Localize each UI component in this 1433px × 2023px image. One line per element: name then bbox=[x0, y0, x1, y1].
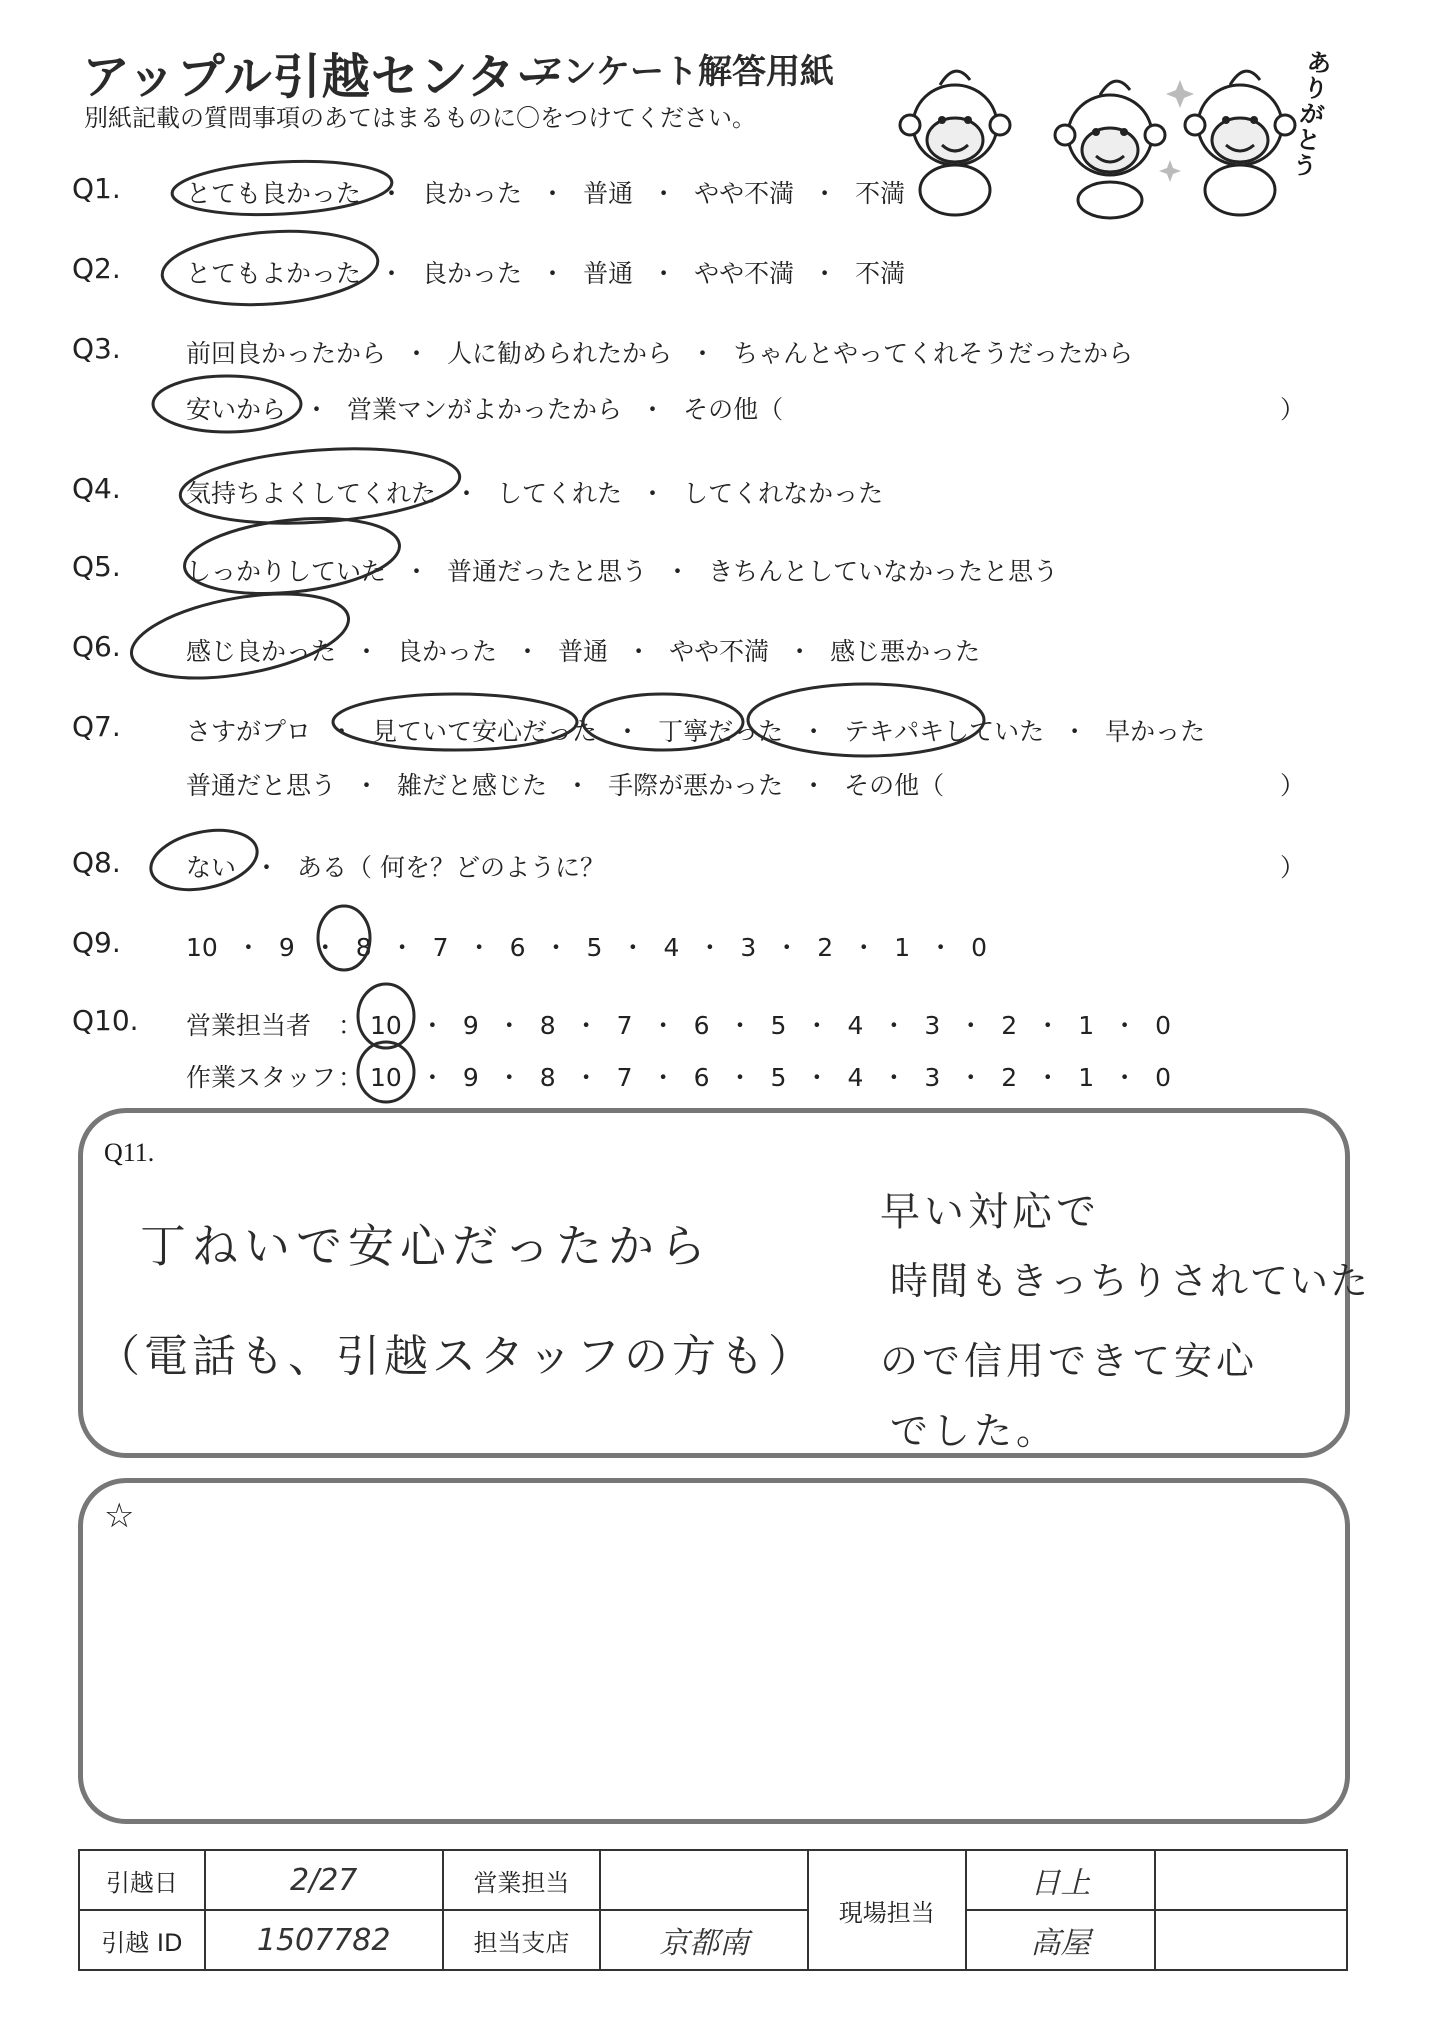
q7-option[interactable]: 早かった bbox=[1105, 717, 1206, 746]
q4-label: Q4. bbox=[72, 472, 121, 505]
q5-options: しっかりしていた ・ 普通だったと思う ・ きちんとしていなかったと思う bbox=[186, 552, 1058, 588]
q7-option[interactable]: さすがプロ bbox=[186, 717, 312, 746]
document-type: アンケート解答用紙 bbox=[530, 52, 834, 92]
q11-answer-right-4: でした。 bbox=[890, 1409, 1059, 1453]
q10-option[interactable]: 8 bbox=[539, 1063, 556, 1092]
q2-options: とてもよかった ・ 良かった ・ 普通 ・ やや不満 ・ 不満 bbox=[186, 254, 905, 290]
q2-option[interactable]: 普通 bbox=[583, 259, 634, 288]
q10-option[interactable]: 3 bbox=[924, 1063, 941, 1092]
q9-option[interactable]: 5 bbox=[586, 933, 603, 962]
q2-option[interactable]: 不満 bbox=[855, 259, 906, 288]
mascot-caption: ありがとう bbox=[1290, 47, 1334, 182]
q10-option[interactable]: 5 bbox=[770, 1063, 787, 1092]
q11-answer-right-1: 早い対応で bbox=[880, 1189, 1100, 1235]
q9-option[interactable]: 7 bbox=[432, 933, 449, 962]
q2-option[interactable]: 良かった bbox=[422, 259, 523, 288]
q10-colon: ： bbox=[338, 1063, 364, 1092]
site-staff-2: 高屋 bbox=[966, 1910, 1156, 1970]
q10-row-sales-scale: 10 ・ 9 ・ 8 ・ 7 ・ 6 ・ 5 ・ 4 ・ 3 ・ 2 ・ 1 ・ 0 bbox=[370, 1011, 1172, 1040]
q10-option[interactable]: 0 bbox=[1155, 1011, 1172, 1040]
q8-option[interactable]: ある（ 何を？どのように？ bbox=[297, 853, 605, 882]
q10-option[interactable]: 3 bbox=[924, 1011, 941, 1040]
q10-option[interactable]: 2 bbox=[1001, 1063, 1018, 1092]
site-staff-1: 日上 bbox=[966, 1850, 1156, 1910]
q3-option[interactable]: 人に勧められたから bbox=[447, 339, 673, 368]
q7-option[interactable]: 丁寧だった bbox=[658, 717, 784, 746]
q7-options-line2: 普通だと思う ・ 雑だと感じた ・ 手際が悪かった ・ その他（ bbox=[186, 766, 944, 802]
q1-option[interactable]: 良かった bbox=[422, 179, 523, 208]
move-date-label: 引越日 bbox=[79, 1850, 205, 1910]
q7-option[interactable]: その他（ bbox=[844, 771, 945, 800]
star-icon: ☆ bbox=[104, 1496, 135, 1536]
q6-option[interactable]: 感じ良かった bbox=[186, 637, 337, 666]
q11-answer-left-2: （電話も、引越スタッフの方も） bbox=[96, 1331, 816, 1382]
q9-option[interactable]: 10 bbox=[186, 933, 218, 962]
q3-label: Q3. bbox=[72, 332, 121, 365]
q6-option[interactable]: 感じ悪かった bbox=[830, 637, 981, 666]
q1-options: とても良かった ・ 良かった ・ 普通 ・ やや不満 ・ 不満 bbox=[186, 174, 905, 210]
q7-option[interactable]: テキパキしていた bbox=[844, 717, 1045, 746]
sales-label: 営業担当 bbox=[443, 1850, 601, 1910]
q8-label: Q8. bbox=[72, 846, 121, 879]
monkey-mascots-icon bbox=[880, 40, 1340, 220]
q7-options-line1: さすがプロ ・ 見ていて安心だった ・ 丁寧だった ・ テキパキしていた ・ 早かった bbox=[186, 712, 1205, 748]
q10-option[interactable]: 1 bbox=[1078, 1063, 1095, 1092]
q10-option[interactable]: 7 bbox=[616, 1063, 633, 1092]
q10-row-staff-scale: 10 ・ 9 ・ 8 ・ 7 ・ 6 ・ 5 ・ 4 ・ 3 ・ 2 ・ 1 ・ 0 bbox=[370, 1063, 1172, 1092]
q7-option[interactable]: 手際が悪かった bbox=[608, 771, 784, 800]
q7-label: Q7. bbox=[72, 710, 121, 743]
q3-options-line1: 前回良かったから ・ 人に勧められたから ・ ちゃんとやってくれそうだったから bbox=[186, 334, 1133, 370]
sales-value bbox=[600, 1850, 808, 1910]
q3-option[interactable]: 前回良かったから bbox=[186, 339, 387, 368]
q10-option[interactable]: 2 bbox=[1001, 1011, 1018, 1040]
q8-option[interactable]: ない bbox=[186, 853, 237, 882]
q9-option[interactable]: 8 bbox=[355, 933, 372, 962]
q9-option[interactable]: 1 bbox=[894, 933, 911, 962]
mascot-illustration bbox=[880, 40, 1340, 220]
q7-option[interactable]: 見ていて安心だった bbox=[372, 717, 598, 746]
q10-option[interactable]: 7 bbox=[616, 1011, 633, 1040]
q2-option[interactable]: とてもよかった bbox=[186, 259, 362, 288]
q5-option[interactable]: しっかりしていた bbox=[186, 557, 387, 586]
q9-scale: 10 ・ 9 ・ 8 ・ 7 ・ 6 ・ 5 ・ 4 ・ 3 ・ 2 ・ 1 ・ 0 bbox=[186, 933, 988, 962]
instructions: 別紙記載の質問事項のあてはまるものに〇をつけてください。 bbox=[84, 104, 756, 132]
q1-label: Q1. bbox=[72, 172, 121, 205]
q11-label: Q11. bbox=[104, 1138, 155, 1167]
q9-option[interactable]: 4 bbox=[663, 933, 680, 962]
q9-option[interactable]: 3 bbox=[740, 933, 757, 962]
q4-options: 気持ちよくしてくれた ・ してくれた ・ してくれなかった bbox=[186, 474, 883, 510]
q6-option[interactable]: 良かった bbox=[397, 637, 498, 666]
branch-value: 京都南 bbox=[600, 1910, 808, 1970]
q1-option[interactable]: 普通 bbox=[583, 179, 634, 208]
q1-option[interactable]: とても良かった bbox=[186, 179, 362, 208]
q9-option[interactable]: 6 bbox=[509, 933, 526, 962]
q5-label: Q5. bbox=[72, 550, 121, 583]
q8-close-paren: ） bbox=[1280, 853, 1306, 882]
q6-label: Q6. bbox=[72, 630, 121, 663]
q10-option[interactable]: 6 bbox=[693, 1011, 710, 1040]
q10-option[interactable]: 1 bbox=[1078, 1011, 1095, 1040]
q3-option[interactable]: ちゃんとやってくれそうだったから bbox=[733, 339, 1134, 368]
q6-option[interactable]: 普通 bbox=[558, 637, 609, 666]
q10-option[interactable]: 8 bbox=[539, 1011, 556, 1040]
q6-options: 感じ良かった ・ 良かった ・ 普通 ・ やや不満 ・ 感じ悪かった bbox=[186, 632, 980, 668]
q4-option[interactable]: 気持ちよくしてくれた bbox=[186, 479, 437, 508]
comment-box[interactable] bbox=[78, 1478, 1350, 1824]
q10-option[interactable]: 10 bbox=[370, 1063, 402, 1092]
q10-option[interactable]: 4 bbox=[847, 1063, 864, 1092]
q5-option[interactable]: きちんとしていなかったと思う bbox=[708, 557, 1059, 586]
q9-option[interactable]: 0 bbox=[971, 933, 988, 962]
q5-option[interactable]: 普通だったと思う bbox=[447, 557, 648, 586]
q7-close-paren: ） bbox=[1280, 771, 1306, 800]
move-id-value: 1507782 bbox=[205, 1910, 443, 1970]
q10-option[interactable]: 9 bbox=[462, 1063, 479, 1092]
q10-option[interactable]: 0 bbox=[1155, 1063, 1172, 1092]
q10-option[interactable]: 10 bbox=[370, 1011, 402, 1040]
branch-label: 担当支店 bbox=[443, 1910, 601, 1970]
q1-option[interactable]: やや不満 bbox=[694, 179, 795, 208]
q9-option[interactable]: 2 bbox=[817, 933, 834, 962]
q9-option[interactable]: 9 bbox=[278, 933, 295, 962]
move-date-value: 2/27 bbox=[205, 1850, 443, 1910]
q9-label: Q9. bbox=[72, 926, 121, 959]
q3-option[interactable]: 安いから bbox=[186, 395, 287, 424]
q10-row-sales-name: 営業担当者 bbox=[186, 1011, 312, 1040]
q1-option[interactable]: 不満 bbox=[855, 179, 906, 208]
q8-options: ない ・ ある（ 何を？どのように？ bbox=[186, 848, 605, 884]
q11-answer-right-2: 時間もきっちりされていた bbox=[890, 1259, 1371, 1303]
site-staff-extra-2 bbox=[1155, 1910, 1347, 1970]
brand-title: アップル引越センター bbox=[82, 49, 565, 105]
q3-options-line2: 安いから ・ 営業マンがよかったから ・ その他（ bbox=[186, 390, 783, 426]
site-staff-label: 現場担当 bbox=[808, 1850, 966, 1970]
q10-colon: ： bbox=[338, 1011, 364, 1040]
q10-option[interactable]: 4 bbox=[847, 1011, 864, 1040]
q10-row-staff-name: 作業スタッフ bbox=[186, 1063, 337, 1092]
footer-table bbox=[78, 1849, 1348, 1971]
q11-answer-right-3: ので信用できて安心 bbox=[880, 1339, 1259, 1383]
q7-option[interactable]: 普通だと思う bbox=[186, 771, 337, 800]
site-staff-extra-1 bbox=[1155, 1850, 1347, 1910]
q2-option[interactable]: やや不満 bbox=[694, 259, 795, 288]
q3-option[interactable]: 営業マンがよかったから bbox=[347, 395, 623, 424]
q10-label: Q10. bbox=[72, 1004, 139, 1037]
q10-option[interactable]: 9 bbox=[462, 1011, 479, 1040]
q3-option[interactable]: その他（ bbox=[683, 395, 784, 424]
q3-close-paren: ） bbox=[1280, 395, 1306, 424]
q11-answer-left-1: 丁ねいで安心だったから bbox=[140, 1219, 712, 1273]
q10-option[interactable]: 6 bbox=[693, 1063, 710, 1092]
q7-option[interactable]: 雑だと感じた bbox=[397, 771, 548, 800]
move-id-label: 引越 ID bbox=[79, 1910, 205, 1970]
q4-option[interactable]: してくれなかった bbox=[683, 479, 884, 508]
q4-option[interactable]: してくれた bbox=[497, 479, 623, 508]
q6-option[interactable]: やや不満 bbox=[669, 637, 770, 666]
q10-option[interactable]: 5 bbox=[770, 1011, 787, 1040]
q2-label: Q2. bbox=[72, 252, 121, 285]
